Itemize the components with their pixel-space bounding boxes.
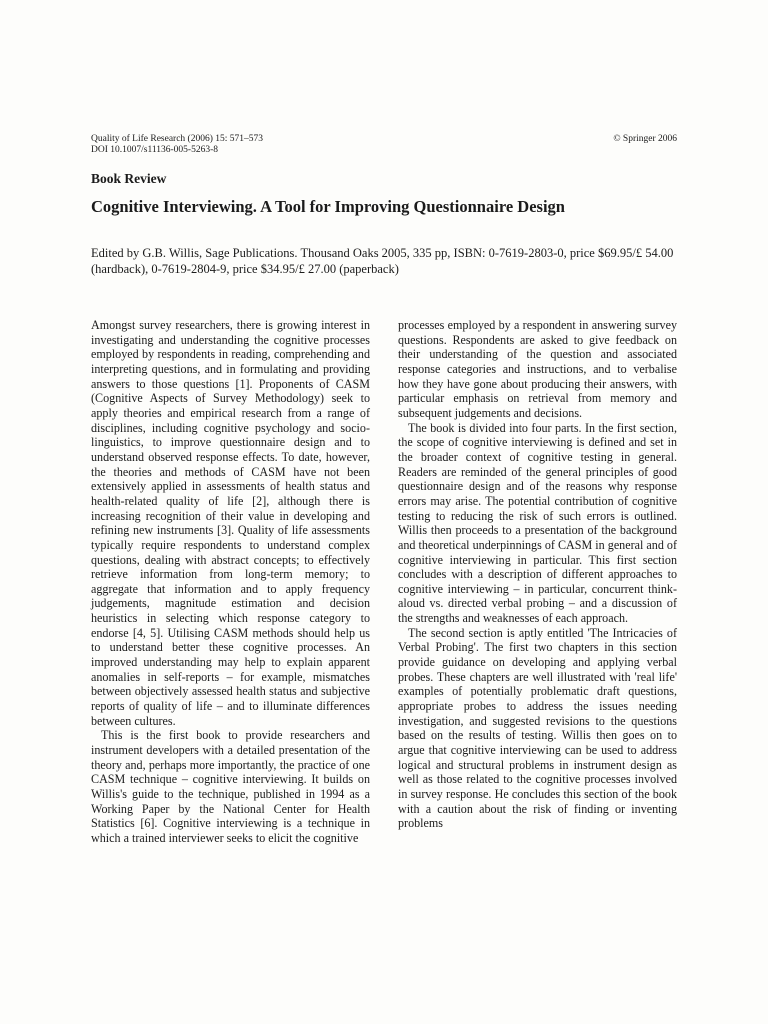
paragraph: This is the first book to provide researchers and instrument developers with a detailed presentation of the theory and, perhaps more importantly, the practice of one CASM technique – cognitive interviewing. It builds on Willis's guide to the technique, published in 1994 as a Working Paper by the National Center for Health Statistics [6]. Cognitive interviewing is a technique in which a trained interviewer seeks to elicit the cognitive bbox=[91, 728, 370, 845]
copyright-notice: © Springer 2006 bbox=[613, 134, 677, 144]
left-column bbox=[91, 318, 370, 846]
article-title: Cognitive Interviewing. A Tool for Improving Questionnaire Design bbox=[91, 197, 565, 216]
book-details: Edited by G.B. Willis, Sage Publications. Thousand Oaks 2005, 335 pp, ISBN: 0-7619-2803-0, price $69.95/£ 54.00 (hardback), 0-7619-2804-9, price $34.95/£ 27.00 (paperback) bbox=[91, 246, 674, 276]
paragraph: Amongst survey researchers, there is growing interest in investigating and understanding the cognitive processes employed by respondents in reading, comprehending and interpreting questions, and in formulating and providing answers to those questions [1]. Proponents of CASM (Cognitive Aspects of Survey Methodology) seek to apply theories and empirical research from a range of disciplines, including cognitive psychology and socio-linguistics, to improve questionnaire design and to understand observed response effects. To date, however, the theories and methods of CASM have not been extensively applied in assessments of health status and health-related quality of life [2], although there is increasing recognition of their value in developing and refining new instruments [3]. Quality of life assessments typically require respondents to understand complex questions, dealing with abstract concepts; to effectively retrieve information from long-term memory; to aggregate that information and to apply frequency judgements, magnitude estimation and decision heuristics in selecting which response category to endorse [4, 5]. Utilising CASM methods should help us to understand better these cognitive processes. An improved understanding may help to explain apparent anomalies in self-reports – for example, mismatches between objectively assessed health status and subjective reports of quality of life – and to illuminate differences between cultures. bbox=[91, 318, 370, 728]
running-header bbox=[91, 134, 263, 156]
doi: DOI 10.1007/s11136-005-5263-8 bbox=[91, 145, 219, 155]
section-label: Book Review bbox=[91, 171, 167, 186]
paragraph: The second section is aptly entitled 'The Intricacies of Verbal Probing'. The first two chapters in this section provide guidance on developing and applying verbal probes. These chapters are well illustrated with 'real life' examples of potentially problematic draft questions, appropriate probes to address the issues needing investigation, and suggested revisions to the questions based on the results of testing. Willis then goes on to argue that cognitive interviewing can be used to address logical and structural problems in instrument design as well as those related to the cognitive processes involved in survey response. He concludes this section of the book with a caution about the risk of finding or inventing problems bbox=[398, 625, 677, 831]
paragraph: The book is divided into four parts. In the first section, the scope of cognitive interviewing is defined and set in the broader context of cognitive testing in general. Readers are reminded of the general principles of good questionnaire design and of the reasons why response errors may arise. The potential contribution of cognitive testing to reducing the risk of such errors is outlined. Willis then proceeds to a presentation of the background and theoretical underpinnings of CASM in general and of cognitive interviewing in particular. This first section concludes with a description of different approaches to cognitive interviewing – in particular, concurrent think-aloud vs. directed verbal probing – and a discussion of the strengths and weaknesses of each approach. bbox=[398, 420, 677, 626]
right-column bbox=[398, 318, 677, 831]
paragraph: processes employed by a respondent in answering survey questions. Respondents are asked to give feedback on their understanding of the question and associated response categories and instructions, and to verbalise how they have gone about producing their answers, with particular emphasis on retrieval from memory and subsequent judgements and decisions. bbox=[398, 318, 677, 420]
journal-citation: Quality of Life Research (2006) 15: 571–573 bbox=[91, 134, 264, 144]
